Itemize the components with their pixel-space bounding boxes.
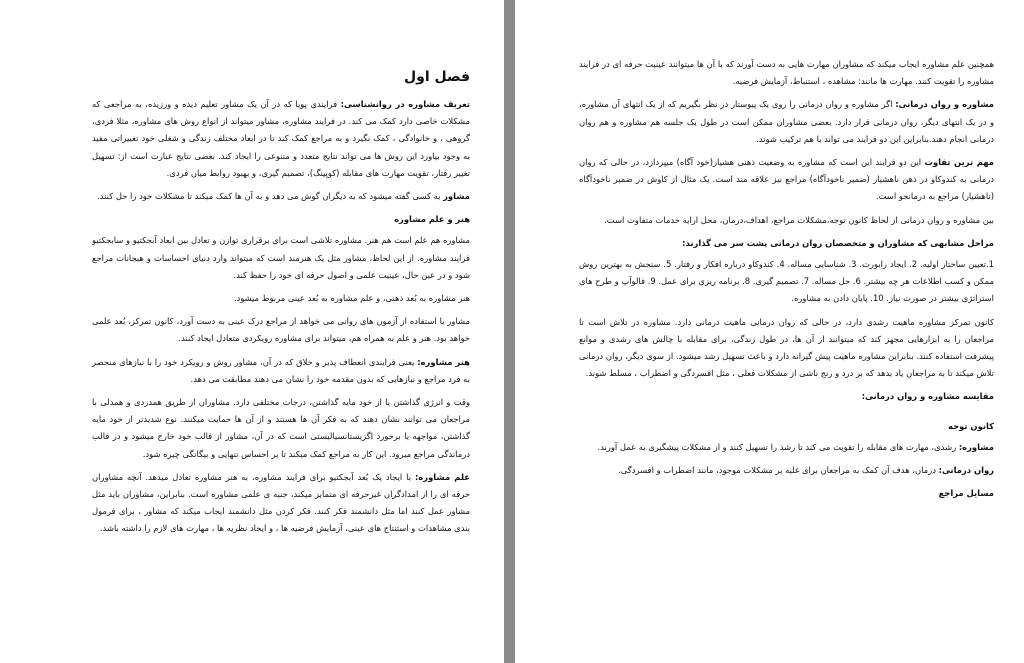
paragraph: همچنین علم مشاوره ایجاب میکند که مشاوران مهارت هایی به دست آورند که با آن ها میتوانند عینیت حرفه ای در فرایند مشاوره را تقویت کنند. مهارت ها مانند: مشاهده ، استنباط، آزمایش فرضیه. <box>579 59 994 87</box>
paragraph: 1.تعیین ساختار اولیه. 2. ایجاد رابورت. 3. شناسایی مساله. 4. کندوکاو درباره افکار و رفتار. 5. سنجش به بهترین روش ممکن و کسب اطلاعات هر چه بیشتر. 6. حل مساله. 7. تصمیم گیری. 8. برنامه ریزی برای عمل. 9. فالوآپ و طرح های استراتژی بیشتر در صورت نیاز. 10. پایان دادن به مشاوره. <box>579 259 995 304</box>
right-text-column <box>579 56 994 502</box>
paragraph-text: اگر مشاوره و روان درمانی را روی یک پیوستار در نظر بگیریم که از یک انتهای آن مشاوره، و در یک انتهای دیگر، روان درمانی قرار دارد. بعضی مشاوران ممکن است در طول یک جلسه هم مشاوره و هم روان درمانی انجام دهند.بنابراین این دو فرایند می تواند با هم ترکیب شوند. <box>579 99 994 144</box>
paragraph <box>579 439 994 456</box>
paragraph-text: این دو فرایند این است که مشاوره به وضعیت ذهنی هشیار(خود آگاه) میپردازد، در حالی که روان درمانی به کندوکاو در ذهن ناهشیار (ضمیر ناخودآگاه) مراجع نیز علاقه مند است. یک مثال از کاوش در ضمیر ناخودآگاه (ناهشیار) مراجع به درمانجو است. <box>579 157 994 202</box>
inline-heading: تعریف مشاوره در روانشناسی: <box>340 99 470 109</box>
section-heading: مقایسه مشاوره و روان درمانی: <box>861 391 994 402</box>
subsection-heading: مسایل مراجع <box>938 488 994 499</box>
paragraph <box>92 96 470 182</box>
inline-heading: علم مشاوره: <box>414 471 470 482</box>
section-heading: هنر و علم مشاوره <box>394 214 470 225</box>
inline-heading: مشاوره: <box>958 441 994 452</box>
right-page <box>515 0 1024 663</box>
inline-heading: مشاوره و روان درمانی: <box>895 99 994 110</box>
paragraph: بین مشاوره و روان درمانی از لحاظ کانون توجه،مشکلات مراجع، اهداف،درمان، محل ارایه خدمات متفاوت است. <box>604 214 994 225</box>
paragraph <box>92 188 470 205</box>
paragraph: مشاور با استفاده از آزمون های روانی می خواهد از مراجع درک عینی به دست آورد، کانون تمرکز، بُعد علمی خواهد بود. هنر و علم به همراه هم، میتواند برای مشاوره رویکردی متعادل ایجاد کنند. <box>92 316 470 344</box>
inline-heading: روان درمانی: <box>938 465 994 476</box>
section-heading: مراحل مشابهی که مشاوران و متخصصان روان درمانی پشت سر می گذارند: <box>682 237 994 248</box>
left-text-column <box>92 68 470 538</box>
inline-heading: مهم ترین تفاوت <box>924 157 994 168</box>
paragraph <box>579 154 994 206</box>
paragraph-text: یعنی فرایندی انعطاف پذیر و خلاق که در آن، مشاور روش و رویکرد خود را با نیازهای منحصر به فرد مراجع و نیازهایی که بدون مقدمه خود را نشان می دهند مطابقت می دهد. <box>92 356 470 384</box>
paragraph-text: فرایندی پویا که در آن یک مشاور تعلیم دیده و ورزیده، به مراجعی که مشکلات خاصی دارد کمک می کند. در فرایند مشاوره، مشاور میتواند از انواع روش های مشاوره، مثلا فردی، گروهی ، و خانوادگی ، کمک بگیرد و به مراجع کمک کند تا در ابعاد مختلف زندگی و شغلی خود تغییراتی مفید به وجود بیاورد این روش ها می تواند نتایج متعدد و متنوعی را ایجاد کند. بعضی نتایج عبارت است از: تسهیل تغییر رفتار، تقویت مهارت های مقابله (کوپینگ)، تصمیم گیری، و بهبود روابط میان فردی. <box>92 99 470 178</box>
paragraph <box>579 462 994 479</box>
paragraph <box>92 354 470 388</box>
chapter-title: فصل اول <box>404 69 470 85</box>
paragraph <box>92 469 470 538</box>
subsection-heading: کانون توجه <box>948 420 994 431</box>
inline-heading: هنر مشاوره: <box>417 356 470 367</box>
left-page <box>0 0 504 663</box>
paragraph-text: به کسی گفته میشود که به دیگران گوش می دهد و به آن ها کمک میکند تا مشکلات خود را حل کنند. <box>97 191 444 202</box>
paragraph: هنر مشاوره به بُعد ذهنی، و علم مشاوره به بُعد عینی مربوط میشود. <box>233 293 470 304</box>
paragraph-text: درمان، هدف آن کمک به مراجعان برای غلبه بر مشکلات موجود، مانند اضطراب و افسردگی. <box>618 465 939 476</box>
inline-heading: مشاور <box>443 191 470 202</box>
paragraph: کانون تمرکز مشاوره ماهیت رشدی دارد، در حالی که روان درمانی ماهیت درمانی دارد. مشاوره در تلاش است تا مراجعان را به ابزارهایی مجهز کند که میتوانند از آن ها، در طول زندگی، برای مقابله با چالش های رشدی و موانع پیشرفت استفاده کنند. بنابراین مشاوره ماهیت پیش گیرانه دارد و باعث تسهیل رشد میشود. از سوی دیگر، روان درمانی تلاش میکند تا به مراجعان یاد بدهد که بر درد و رنج ناشی از مشکلات فعلی ، مثل افسردگی و اضطراب ، مسلط شوند. <box>579 316 994 379</box>
paragraph: وقت و انرژی گذاشتن یا از خود مایه گذاشتن، درجات مختلفی دارد. مشاوران از طریق همدردی و همدلی با مراجعان می توانند نشان دهند که به فکر آن ها هستند و از آن ها حمایت میکنند. نوع شدیدتر از خود مایه گذاشتن، مواجهه یا برخورد اگزیستانسیالیستی است که در آن، مشاور از قالب خود خارج میشود و در قالب درماندگی مراجع میرود. این کار به مراجع کمک میکند تا بر احساس تنهایی و بیگانگی چیره شود. <box>92 397 470 459</box>
paragraph: مشاوره هم علم است هم هنر. مشاوره تلاشی است برای برقراری توازن و تعادل بین ابعاد آبجکتیو و سابجکتیو فرایند مشاوره. از این لحاظ، مشاور مثل یک هنرمند است که میتواند وارد دنیای احساسات و هیجانات مراجع شود و در عین حال، عینیت علمی و اصول حرفه ای خود را حفظ کند. <box>92 235 470 280</box>
paragraph-text: رشدی، مهارت های مقابله را تقویت می کند تا رشد را تسهیل کنند و از مشکلات پیشگیری به عمل آورند. <box>597 441 959 452</box>
paragraph-text: با ایجاد یک بُعد آبجکتیو برای فرایند مشاوره، به هنر مشاوره تعادل میدهد. آنچه مشاوران حرفه ای را از امدادگران غیرحرفه ای متمایز میکند، جنبه ی علمی مشاوره است. بنابراین، مشاوران باید مثل مشاور عمل کنند اما مثل دانشمند فکر کنند. فکر کردن مثل دانشمند ایجاب میکند که مشاور ، برای فرمول بندی مشاهدات و استنتاج های عینی، آزمایش فرضیه ها ، و ایجاد نظریه ها ، مهارت های لازم را داشته باشد. <box>92 471 470 534</box>
spacer <box>579 410 994 418</box>
paragraph <box>579 96 994 148</box>
